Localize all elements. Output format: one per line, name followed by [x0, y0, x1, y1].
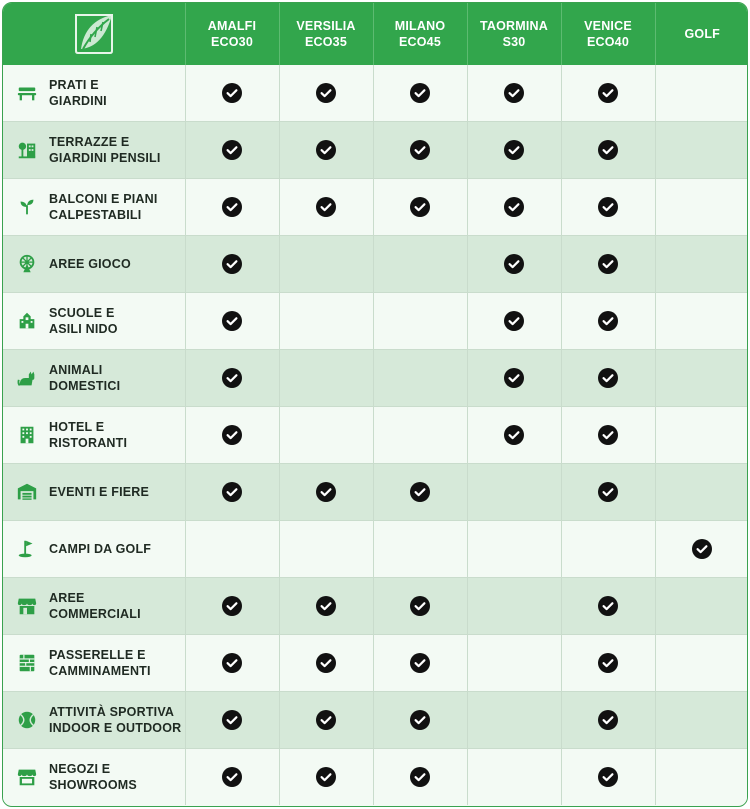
category-label-line2: INDOOR E OUTDOOR	[49, 721, 182, 735]
product-cell	[279, 122, 373, 179]
table-row	[3, 236, 748, 293]
category-label-line1: EVENTI E FIERE	[49, 485, 150, 499]
category-cell	[3, 65, 185, 122]
check-icon	[598, 767, 618, 787]
check-icon	[504, 254, 524, 274]
product-cell	[279, 464, 373, 521]
category-label-line1: TERRAZZE E	[49, 135, 130, 149]
product-cell	[561, 749, 655, 806]
product-cell	[279, 179, 373, 236]
product-cell	[373, 749, 467, 806]
table-row	[3, 635, 748, 692]
product-cell	[467, 293, 561, 350]
product-cell	[279, 635, 373, 692]
category-label-line2: GIARDINI PENSILI	[49, 151, 161, 165]
check-icon	[316, 140, 336, 160]
check-icon	[222, 83, 242, 103]
category-label	[49, 761, 137, 793]
check-icon	[222, 197, 242, 217]
check-icon	[222, 482, 242, 502]
product-cell	[561, 350, 655, 407]
product-cell	[561, 122, 655, 179]
product-cell	[655, 350, 748, 407]
product-cell	[561, 635, 655, 692]
category-cell	[3, 464, 185, 521]
product-cell	[655, 65, 748, 122]
product-cell	[655, 578, 748, 635]
category-label-line2: GIARDINI	[49, 94, 107, 108]
product-cell	[655, 692, 748, 749]
check-icon	[598, 653, 618, 673]
product-cell	[655, 179, 748, 236]
check-icon	[410, 596, 430, 616]
table-row	[3, 179, 748, 236]
check-icon	[222, 368, 242, 388]
check-icon	[410, 767, 430, 787]
category-cell	[3, 236, 185, 293]
product-cell	[185, 749, 279, 806]
category-cell	[3, 179, 185, 236]
product-cell	[279, 293, 373, 350]
product-cell	[373, 122, 467, 179]
table-row	[3, 464, 748, 521]
category-label-line2: CAMMINAMENTI	[49, 664, 151, 678]
product-cell	[185, 521, 279, 578]
product-cell	[655, 122, 748, 179]
category-label-line2: RISTORANTI	[49, 436, 128, 450]
product-cell	[185, 179, 279, 236]
check-icon	[316, 482, 336, 502]
category-label-line1: NEGOZI E	[49, 762, 111, 776]
check-icon	[222, 254, 242, 274]
category-label	[49, 419, 127, 451]
product-header: VERSILIA ECO35	[279, 3, 373, 65]
header-row	[3, 3, 748, 65]
check-icon	[410, 482, 430, 502]
category-cell	[3, 122, 185, 179]
product-cell	[373, 692, 467, 749]
check-icon	[504, 83, 524, 103]
table-body	[3, 65, 748, 805]
check-icon	[598, 311, 618, 331]
product-header: GOLF	[655, 3, 748, 65]
product-cell	[185, 578, 279, 635]
product-cell	[373, 521, 467, 578]
product-cell	[561, 65, 655, 122]
category-label	[49, 305, 118, 337]
product-cell	[373, 464, 467, 521]
product-cell	[561, 578, 655, 635]
check-icon	[316, 710, 336, 730]
category-label-line1: AREE GIOCO	[49, 257, 131, 271]
boardwalk-icon	[15, 651, 39, 675]
check-icon	[504, 311, 524, 331]
sports-ball-icon	[15, 708, 39, 732]
category-cell	[3, 350, 185, 407]
product-cell	[467, 578, 561, 635]
check-icon	[598, 482, 618, 502]
check-icon	[222, 710, 242, 730]
category-label-line2: SHOWROOMS	[49, 778, 137, 792]
category-label	[49, 704, 181, 736]
shop-icon	[15, 765, 39, 789]
check-icon	[316, 83, 336, 103]
pet-icon	[15, 366, 39, 390]
hotel-icon	[15, 423, 39, 447]
category-label-line2: COMMERCIALI	[49, 607, 141, 621]
category-label	[49, 541, 151, 557]
product-cell	[185, 407, 279, 464]
table-row	[3, 521, 748, 578]
category-label-line1: CAMPI DA GOLF	[49, 542, 152, 556]
category-cell	[3, 692, 185, 749]
table-row	[3, 350, 748, 407]
product-cell	[279, 578, 373, 635]
check-icon	[598, 368, 618, 388]
category-label-line1: PASSERELLE E	[49, 648, 146, 662]
product-cell	[279, 350, 373, 407]
check-icon	[598, 425, 618, 445]
product-cell	[561, 521, 655, 578]
category-label	[49, 77, 107, 109]
table-row	[3, 578, 748, 635]
check-icon	[598, 83, 618, 103]
product-cell	[373, 65, 467, 122]
product-cell	[373, 293, 467, 350]
leaf-logo-icon	[73, 13, 115, 55]
product-cell	[467, 122, 561, 179]
category-label	[49, 134, 161, 166]
check-icon	[410, 653, 430, 673]
product-cell	[185, 350, 279, 407]
check-icon	[598, 197, 618, 217]
category-label	[49, 484, 149, 500]
table-row	[3, 407, 748, 464]
check-icon	[410, 83, 430, 103]
category-cell	[3, 578, 185, 635]
check-icon	[410, 197, 430, 217]
product-cell	[655, 407, 748, 464]
table-row	[3, 65, 748, 122]
category-label-line2: CALPESTABILI	[49, 208, 142, 222]
product-header: AMALFI ECO30	[185, 3, 279, 65]
product-cell	[655, 236, 748, 293]
category-label-line1: ANIMALI	[49, 363, 103, 377]
product-cell	[373, 578, 467, 635]
product-cell	[185, 236, 279, 293]
check-icon	[598, 710, 618, 730]
warehouse-icon	[15, 480, 39, 504]
check-icon	[598, 254, 618, 274]
check-icon	[504, 425, 524, 445]
check-icon	[598, 596, 618, 616]
table-row	[3, 122, 748, 179]
golf-flag-icon	[15, 537, 39, 561]
category-cell	[3, 635, 185, 692]
product-cell	[655, 521, 748, 578]
product-cell	[561, 293, 655, 350]
check-icon	[316, 197, 336, 217]
product-cell	[185, 122, 279, 179]
product-cell	[467, 65, 561, 122]
product-cell	[185, 65, 279, 122]
product-cell	[655, 464, 748, 521]
category-label-line2: ASILI NIDO	[49, 322, 118, 336]
check-icon	[410, 710, 430, 730]
product-cell	[279, 236, 373, 293]
product-cell	[561, 236, 655, 293]
product-cell	[561, 407, 655, 464]
product-cell	[279, 521, 373, 578]
category-label-line2: DOMESTICI	[49, 379, 121, 393]
table-row	[3, 692, 748, 749]
product-cell	[185, 293, 279, 350]
store-icon	[15, 594, 39, 618]
product-header: TAORMINA S30	[467, 3, 561, 65]
category-label	[49, 191, 158, 223]
product-cell	[467, 749, 561, 806]
category-label-line1: HOTEL E	[49, 420, 105, 434]
check-icon	[504, 197, 524, 217]
product-cell	[185, 464, 279, 521]
check-icon	[598, 140, 618, 160]
check-icon	[316, 653, 336, 673]
product-cell	[467, 179, 561, 236]
city-park-icon	[15, 138, 39, 162]
category-label-line1: BALCONI E PIANI	[49, 192, 158, 206]
product-cell	[373, 350, 467, 407]
check-icon	[316, 767, 336, 787]
school-icon	[15, 309, 39, 333]
product-cell	[467, 692, 561, 749]
product-header: MILANO ECO45	[373, 3, 467, 65]
category-cell	[3, 749, 185, 806]
check-icon	[410, 140, 430, 160]
check-icon	[222, 653, 242, 673]
comparison-table-container	[2, 2, 748, 807]
comparison-table	[3, 3, 748, 805]
product-cell	[373, 407, 467, 464]
category-label	[49, 647, 151, 679]
category-label-line1: PRATI E	[49, 78, 99, 92]
check-icon	[222, 140, 242, 160]
product-cell	[185, 692, 279, 749]
product-cell	[467, 407, 561, 464]
check-icon	[222, 311, 242, 331]
category-cell	[3, 521, 185, 578]
product-cell	[561, 464, 655, 521]
check-icon	[222, 596, 242, 616]
check-icon	[316, 596, 336, 616]
product-cell	[467, 464, 561, 521]
sprout-icon	[15, 195, 39, 219]
product-cell	[561, 692, 655, 749]
table-row	[3, 293, 748, 350]
product-cell	[373, 635, 467, 692]
category-label	[49, 256, 131, 272]
product-cell	[467, 521, 561, 578]
product-cell	[655, 749, 748, 806]
category-label-line1: AREE	[49, 591, 85, 605]
product-cell	[655, 293, 748, 350]
check-icon	[222, 425, 242, 445]
bench-icon	[15, 81, 39, 105]
check-icon	[692, 539, 712, 559]
logo-cell	[3, 3, 185, 65]
product-cell	[279, 749, 373, 806]
product-cell	[373, 179, 467, 236]
category-label-line1: SCUOLE E	[49, 306, 115, 320]
check-icon	[504, 368, 524, 388]
product-cell	[467, 236, 561, 293]
product-cell	[373, 236, 467, 293]
product-cell	[279, 65, 373, 122]
product-cell	[467, 635, 561, 692]
product-cell	[655, 635, 748, 692]
product-header: VENICE ECO40	[561, 3, 655, 65]
table-row	[3, 749, 748, 806]
category-label-line1: ATTIVITÀ SPORTIVA	[49, 705, 175, 719]
product-cell	[279, 692, 373, 749]
category-cell	[3, 293, 185, 350]
ferris-wheel-icon	[15, 252, 39, 276]
product-cell	[279, 407, 373, 464]
check-icon	[222, 767, 242, 787]
category-label	[49, 590, 141, 622]
product-cell	[467, 350, 561, 407]
category-label	[49, 362, 120, 394]
check-icon	[504, 140, 524, 160]
category-cell	[3, 407, 185, 464]
product-cell	[185, 635, 279, 692]
product-cell	[561, 179, 655, 236]
